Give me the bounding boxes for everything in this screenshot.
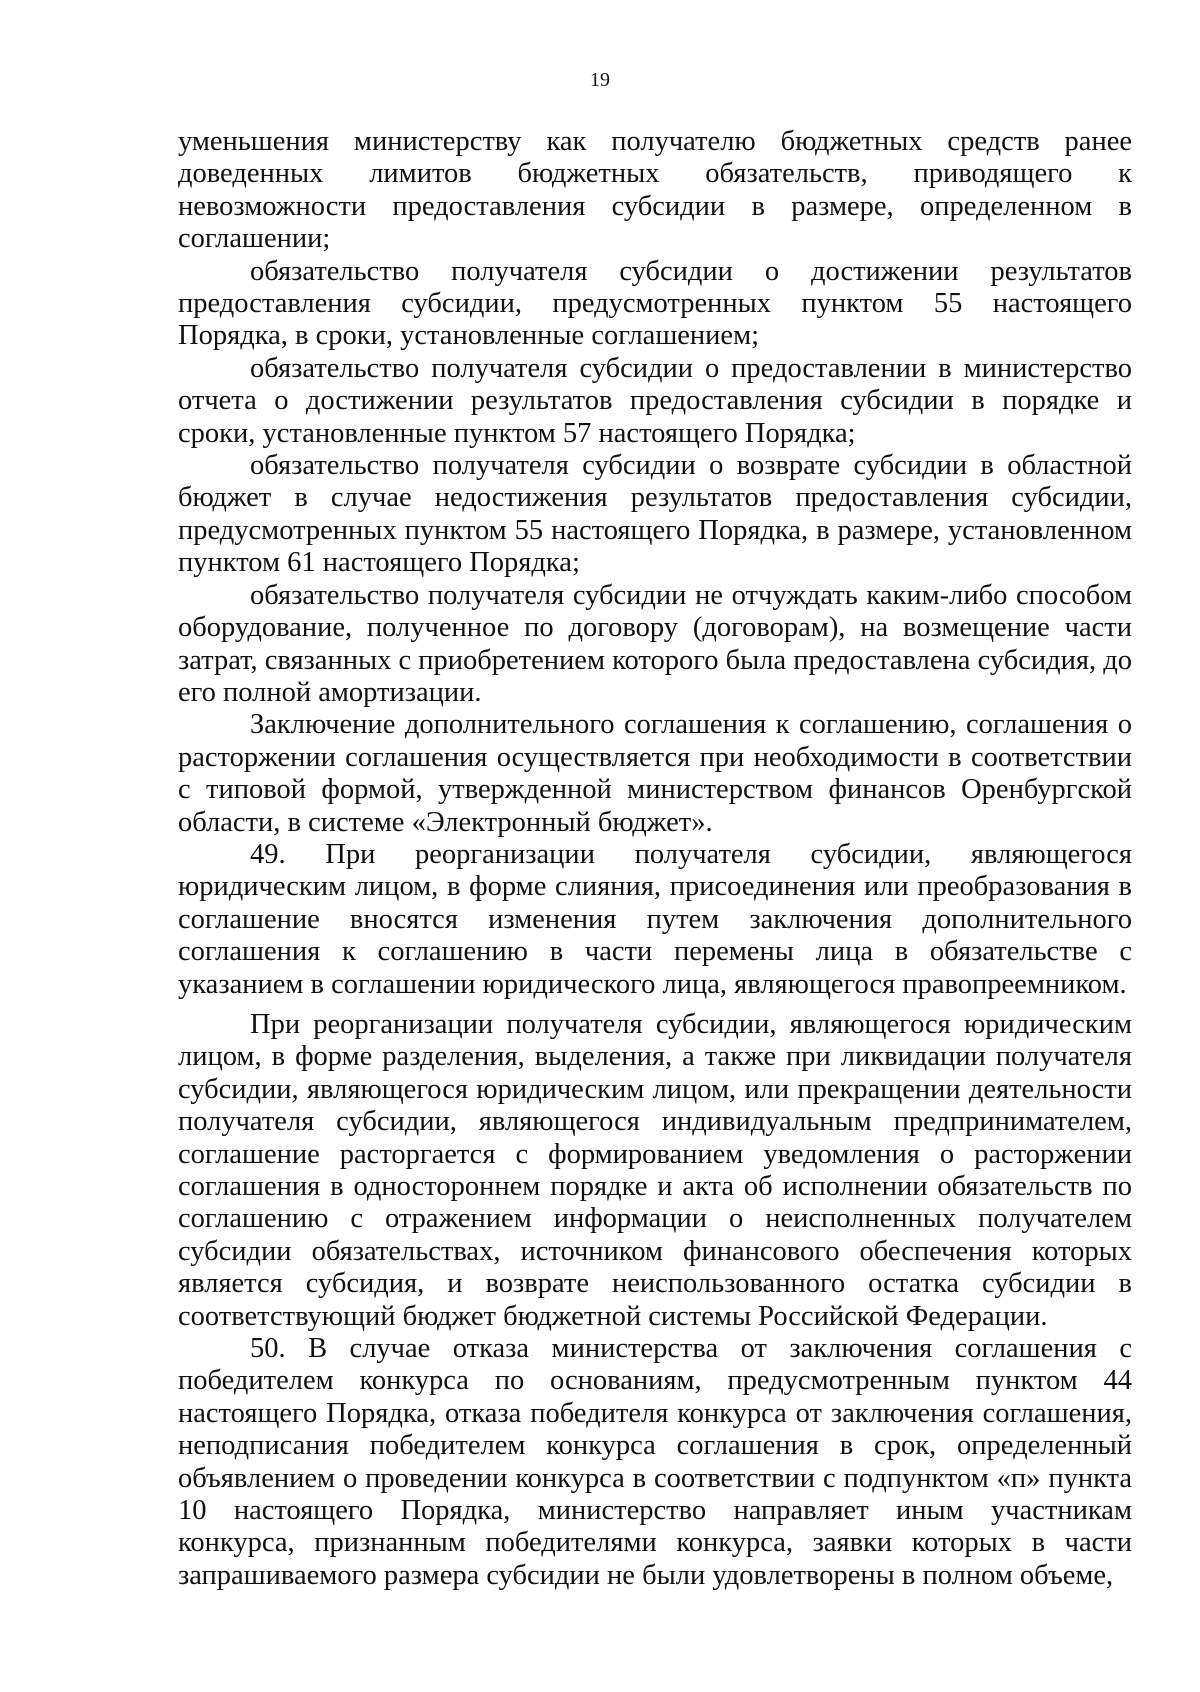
paragraph-continuation: уменьшения министерству как получателю бюджетных средств ранее доведенных лимитов бюджетных обязательств, приводящего к невозможности предоставления субсидии в размере, определенном в соглашении; [178,126,1132,255]
paragraph-additional-agreement: Заключение дополнительного соглашения к соглашению, соглашения о расторжении соглашения осуществляется при необходимости в соответствии с типовой формой, утвержденной министерством финансов Оренбургской области, в системе «Электронный бюджет». [178,709,1132,838]
paragraph-item-50: 50. В случае отказа министерства от заключения соглашения с победителем конкурса по основаниям, предусмотренным пунктом 44 настоящего Порядка, отказа победителя конкурса от заключения соглашения, неподписания победителем конкурса соглашения в срок, определенный объявлением о проведении конкурса в соответствии с подпунктом «п» пункта 10 настоящего Порядка, министерство направляет иным участникам конкурса, признанным победителями конкурса, заявки которых в части запрашиваемого размера субсидии не были удовлетворены в полном объеме, [178,1333,1132,1591]
page-number: 19 [590,69,610,91]
paragraph-reorganization: При реорганизации получателя субсидии, являющегося юридическим лицом, в форме разделения, выделения, а также при ликвидации получателя субсидии, являющегося юридическим лицом, или прекращении деятельности получателя субсидии, являющегося индивидуальным предпринимателем, соглашение расторгается с формированием уведомления о расторжении соглашения в одностороннем порядке и акта об исполнении обязательств по соглашению с отражением информации о неисполненных получателем субсидии обязательствах, источником финансового обеспечения которых является субсидия, и возврате неиспользованного остатка субсидии в соответствующий бюджет бюджетной системы Российской Федерации. [178,1008,1132,1332]
paragraph-item-49: 49. При реорганизации получателя субсидии, являющегося юридическим лицом, в форме слияния, присоединения или преобразования в соглашение вносятся изменения путем заключения дополнительного соглашения к соглашению в части перемены лица в обязательстве с указанием в соглашении юридического лица, являющегося правопреемником. [178,838,1132,1000]
document-body [178,126,1132,1592]
paragraph-obligation-results: обязательство получателя субсидии о достижении результатов предоставления субсидии, предусмотренных пунктом 55 настоящего Порядка, в сроки, установленные соглашением; [178,255,1132,352]
paragraph-obligation-equipment: обязательство получателя субсидии не отчуждать каким-либо способом оборудование, полученное по договору (договорам), на возмещение части затрат, связанных с приобретением которого была предоставлена субсидия, до его полной амортизации. [178,579,1132,708]
paragraph-obligation-report: обязательство получателя субсидии о предоставлении в министерство отчета о достижении результатов предоставления субсидии в порядке и сроки, установленные пунктом 57 настоящего Порядка; [178,352,1132,449]
paragraph-obligation-refund: обязательство получателя субсидии о возврате субсидии в областной бюджет в случае недостижения результатов предоставления субсидии, предусмотренных пунктом 55 настоящего Порядка, в размере, установленном пунктом 61 настоящего Порядка; [178,450,1132,579]
